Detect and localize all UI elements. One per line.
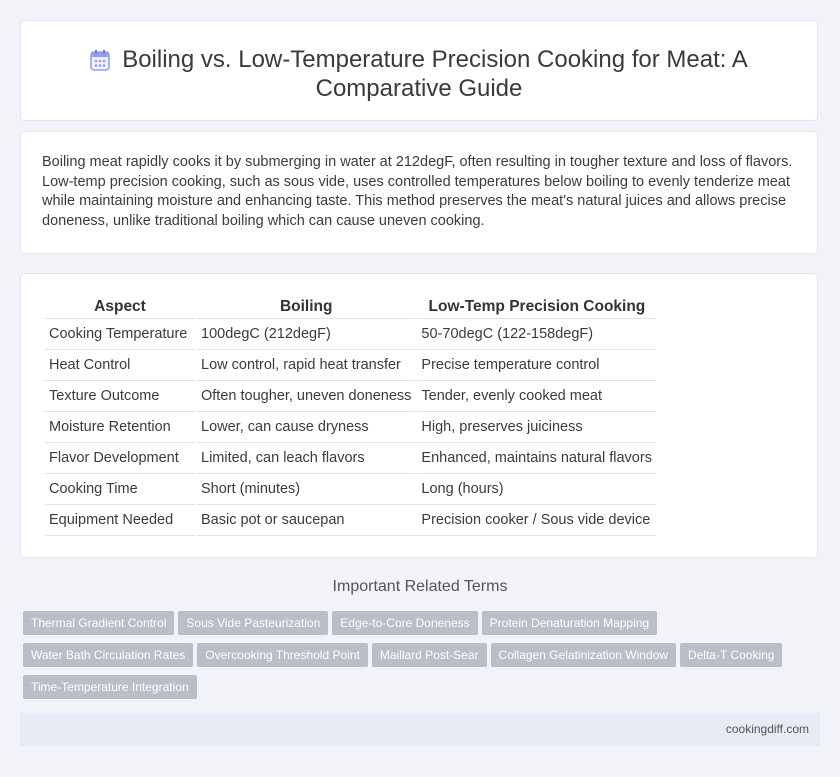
table-cell: Heat Control bbox=[45, 350, 195, 381]
table-row bbox=[45, 505, 656, 536]
header-card bbox=[20, 20, 818, 121]
table-cell: Cooking Temperature bbox=[45, 319, 195, 350]
table-cell: 100degC (212degF) bbox=[197, 319, 415, 350]
table-cell: Limited, can leach flavors bbox=[197, 443, 415, 474]
table-cell: Often tougher, uneven doneness bbox=[197, 381, 415, 412]
column-header-low-temp: Low-Temp Precision Cooking bbox=[417, 295, 656, 319]
footer-site-link[interactable]: cookingdiff.com bbox=[725, 722, 809, 736]
table-cell: Moisture Retention bbox=[45, 412, 195, 443]
table-row bbox=[45, 319, 656, 350]
page-title-wrap bbox=[21, 45, 817, 103]
comparison-table bbox=[43, 295, 658, 536]
related-term-tag[interactable]: Edge-to-Core Doneness bbox=[332, 611, 477, 635]
table-cell: 50-70degC (122-158degF) bbox=[417, 319, 656, 350]
related-term-tag[interactable]: Thermal Gradient Control bbox=[23, 611, 174, 635]
intro-card bbox=[20, 131, 818, 254]
column-header-boiling: Boiling bbox=[197, 295, 415, 319]
table-cell: Short (minutes) bbox=[197, 474, 415, 505]
table-row bbox=[45, 443, 656, 474]
table-cell: Precise temperature control bbox=[417, 350, 656, 381]
related-term-tag[interactable]: Collagen Gelatinization Window bbox=[491, 643, 676, 667]
related-term-tag[interactable]: Maillard Post-Sear bbox=[372, 643, 487, 667]
related-term-tag[interactable]: Protein Denaturation Mapping bbox=[482, 611, 657, 635]
table-header-row bbox=[45, 295, 656, 319]
table-cell: Low control, rapid heat transfer bbox=[197, 350, 415, 381]
related-terms-list bbox=[23, 611, 803, 707]
related-terms-title: Important Related Terms bbox=[332, 578, 508, 595]
table-cell: Tender, evenly cooked meat bbox=[417, 381, 656, 412]
table-cell: Flavor Development bbox=[45, 443, 195, 474]
table-cell: Lower, can cause dryness bbox=[197, 412, 415, 443]
footer bbox=[20, 713, 820, 746]
table-cell: Enhanced, maintains natural flavors bbox=[417, 443, 656, 474]
table-cell: Long (hours) bbox=[417, 474, 656, 505]
table-cell: Precision cooker / Sous vide device bbox=[417, 505, 656, 536]
related-term-tag[interactable]: Overcooking Threshold Point bbox=[197, 643, 368, 667]
table-row bbox=[45, 350, 656, 381]
calendar-icon bbox=[90, 49, 110, 71]
related-term-tag[interactable]: Time-Temperature Integration bbox=[23, 675, 197, 699]
related-term-tag[interactable]: Delta-T Cooking bbox=[680, 643, 782, 667]
table-cell: Equipment Needed bbox=[45, 505, 195, 536]
column-header-aspect: Aspect bbox=[45, 295, 195, 319]
related-term-tag[interactable]: Sous Vide Pasteurization bbox=[178, 611, 328, 635]
table-cell: High, preserves juiciness bbox=[417, 412, 656, 443]
related-term-tag[interactable]: Water Bath Circulation Rates bbox=[23, 643, 193, 667]
page-title: Boiling vs. Low-Temperature Precision Cooking for Meat: A Comparative Guide bbox=[122, 46, 748, 102]
table-cell: Basic pot or saucepan bbox=[197, 505, 415, 536]
table-cell: Cooking Time bbox=[45, 474, 195, 505]
table-row bbox=[45, 412, 656, 443]
intro-text: Boiling meat rapidly cooks it by submerging in water at 212degF, often resulting in tougher texture and loss of flavors. Low-temp precision cooking, such as sous vide, uses controlled temperatures below boiling to evenly tenderize meat while maintaining moisture and enhancing taste. This method preserves the meat's natural juices and allows precise doneness, unlike traditional boiling which can cause uneven cooking. bbox=[42, 154, 793, 229]
comparison-card bbox=[20, 273, 818, 558]
table-cell: Texture Outcome bbox=[45, 381, 195, 412]
table-row bbox=[45, 474, 656, 505]
table-row bbox=[45, 381, 656, 412]
